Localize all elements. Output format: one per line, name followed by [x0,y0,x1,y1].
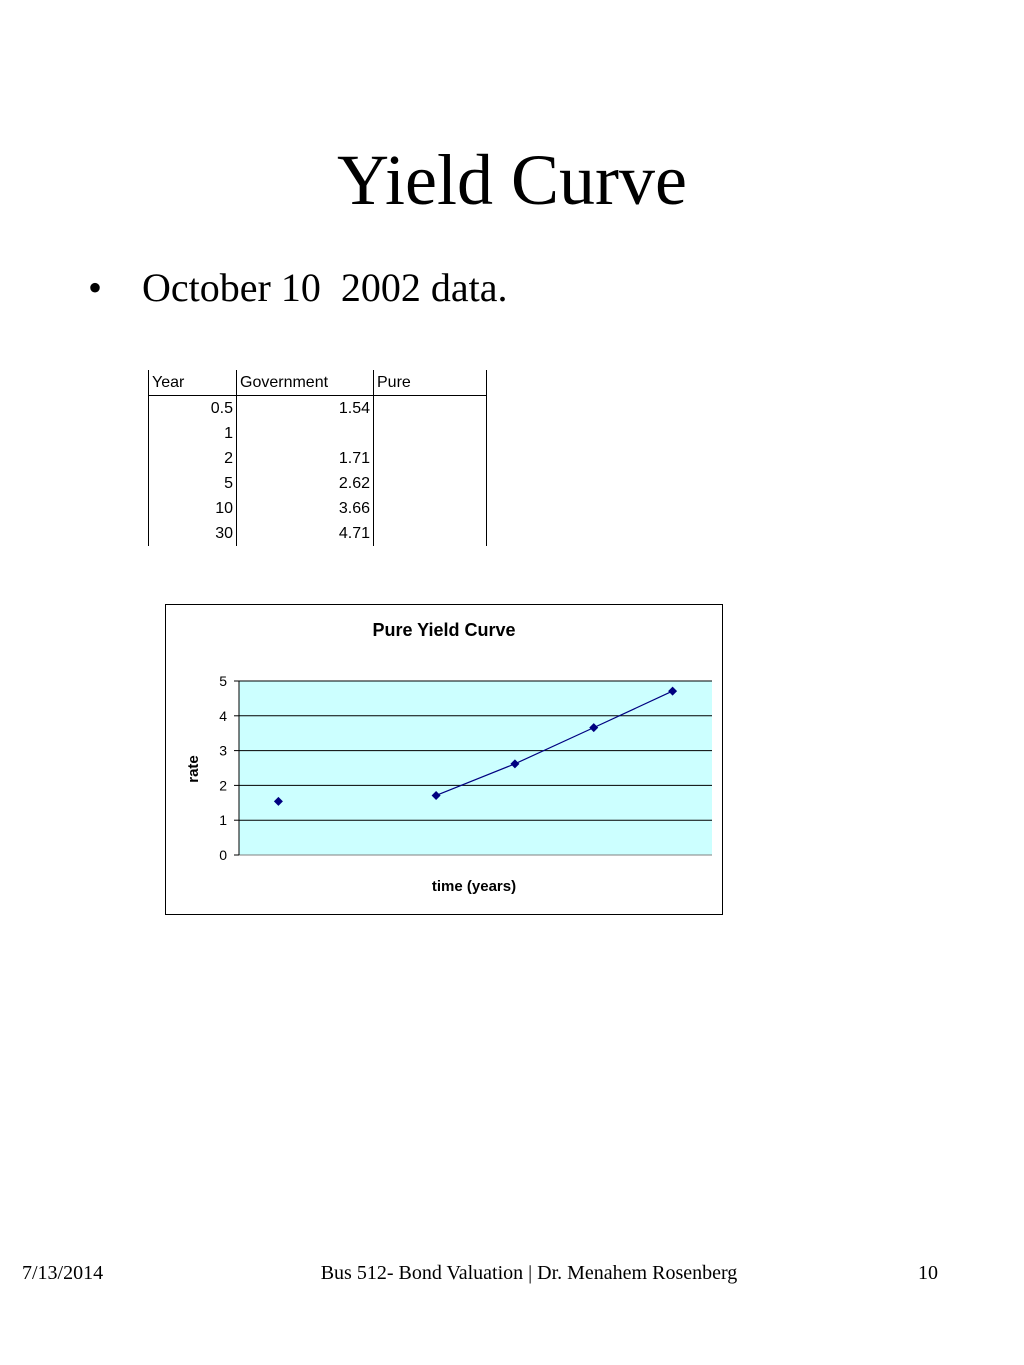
bullet-marker: • [88,265,103,310]
y-axis-label: rate [185,755,202,783]
bullet-text: October 10 2002 data. [142,265,508,310]
chart-svg [166,605,722,914]
y-tick-label: 4 [219,707,227,724]
cell-pure [374,446,487,471]
chart-title: Pure Yield Curve [372,620,516,640]
y-tick-label: 5 [219,673,227,689]
cell-government: 3.66 [237,496,374,521]
table-row [149,471,487,496]
header-year: Year [149,370,237,396]
table-row [149,396,487,422]
plot-area [239,681,712,855]
y-axis [219,673,239,863]
slide-title: Yield Curve [337,140,687,220]
cell-government: 1.71 [237,446,374,471]
chart-container [165,604,723,915]
cell-year: 10 [149,496,237,521]
y-tick-label: 0 [219,847,227,863]
bullet-item [88,264,507,312]
footer-course: Bus 512- Bond Valuation | Dr. Menahem Rosenberg [320,1262,738,1284]
cell-pure [374,521,487,546]
cell-pure [374,421,487,446]
header-government: Government [237,370,374,396]
table-row [149,496,487,521]
cell-pure [374,396,487,422]
cell-year: 5 [149,471,237,496]
header-pure: Pure [374,370,487,396]
y-tick-label: 1 [219,812,227,829]
y-tick-label: 3 [219,742,227,759]
cell-year: 0.5 [149,396,237,422]
footer-page-number: 10 [918,1262,938,1284]
footer-date: 7/13/2014 [22,1262,104,1284]
table-row [149,421,487,446]
x-axis-label: time (years) [431,878,517,895]
cell-government: 1.54 [237,396,374,422]
table-row [149,521,487,546]
table-header-row [149,370,487,396]
cell-year: 1 [149,421,237,446]
cell-pure [374,496,487,521]
cell-year: 30 [149,521,237,546]
cell-government: 2.62 [237,471,374,496]
cell-year: 2 [149,446,237,471]
y-tick-label: 2 [219,777,227,794]
cell-government [237,421,374,446]
cell-government: 4.71 [237,521,374,546]
cell-pure [374,471,487,496]
table-row [149,446,487,471]
yield-data-table [148,370,487,546]
